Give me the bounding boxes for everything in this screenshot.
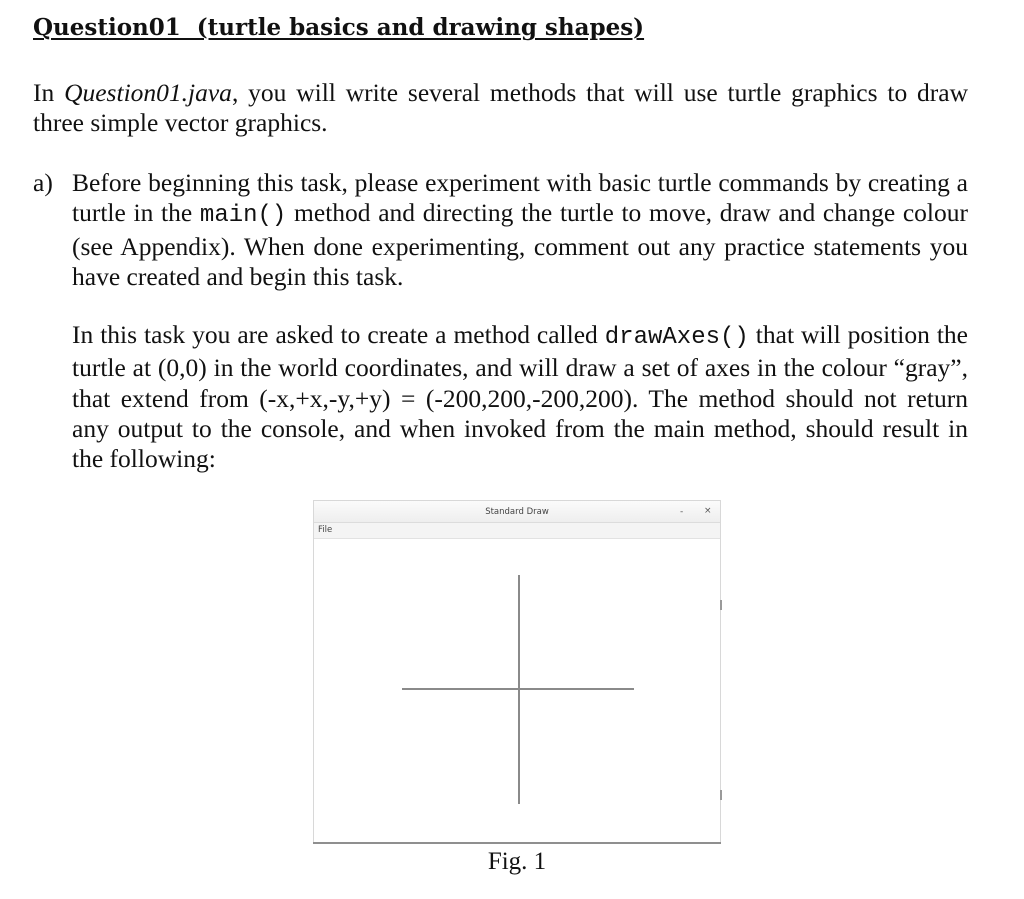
item-a-p2-after: that will position the turtle at (0,0) in the world coordinates, and will draw a set of axes in the colour “gray”, that extend from (-x,+x,-y,+y) = (-200,200,-200,200). The method should not return any output to the console, and when invoked from the main method, should result in the following: — [72, 320, 968, 474]
close-icon[interactable]: × — [704, 506, 712, 516]
intro-text-after: , you will write several methods that will use turtle graphics to draw three simple vector graphics. — [33, 78, 969, 138]
intro-filename: Question01.java — [64, 78, 232, 107]
list-marker-a: a) — [33, 168, 53, 197]
x-axis-line — [402, 688, 634, 690]
figure-caption: Fig. 1 — [487, 848, 547, 875]
figure-bottom-rule — [313, 842, 721, 844]
menu-file[interactable]: File — [318, 525, 333, 535]
window-title-bar[interactable] — [314, 501, 720, 523]
item-a-p1-after: method and directing the turtle to move, draw and change colour (see Appendix). When done experimenting, comment out any practice statements you have created and begin this task. — [72, 198, 968, 291]
code-main-method: main() — [199, 202, 287, 230]
window-title: Standard Draw — [485, 507, 549, 517]
item-a-p1-before: Before beginning this task, please experiment with basic turtle commands by creating a turtle in the — [72, 168, 968, 228]
minimize-icon[interactable]: - — [680, 507, 684, 517]
intro-text-before: In — [33, 78, 65, 107]
window-menu-bar — [314, 523, 720, 539]
window-edge-mark — [720, 790, 722, 800]
item-a-paragraph-1 — [72, 168, 968, 292]
item-a-p2-before: In this task you are asked to create a method called — [72, 320, 605, 349]
intro-paragraph — [33, 78, 968, 139]
item-a-paragraph-2 — [72, 320, 968, 474]
standard-draw-window — [313, 500, 721, 844]
drawing-canvas — [314, 539, 720, 842]
question-heading: Question01 (turtle basics and drawing shapes) — [33, 14, 645, 41]
code-draw-axes-method: drawAxes() — [604, 324, 749, 351]
window-edge-mark — [720, 600, 722, 610]
